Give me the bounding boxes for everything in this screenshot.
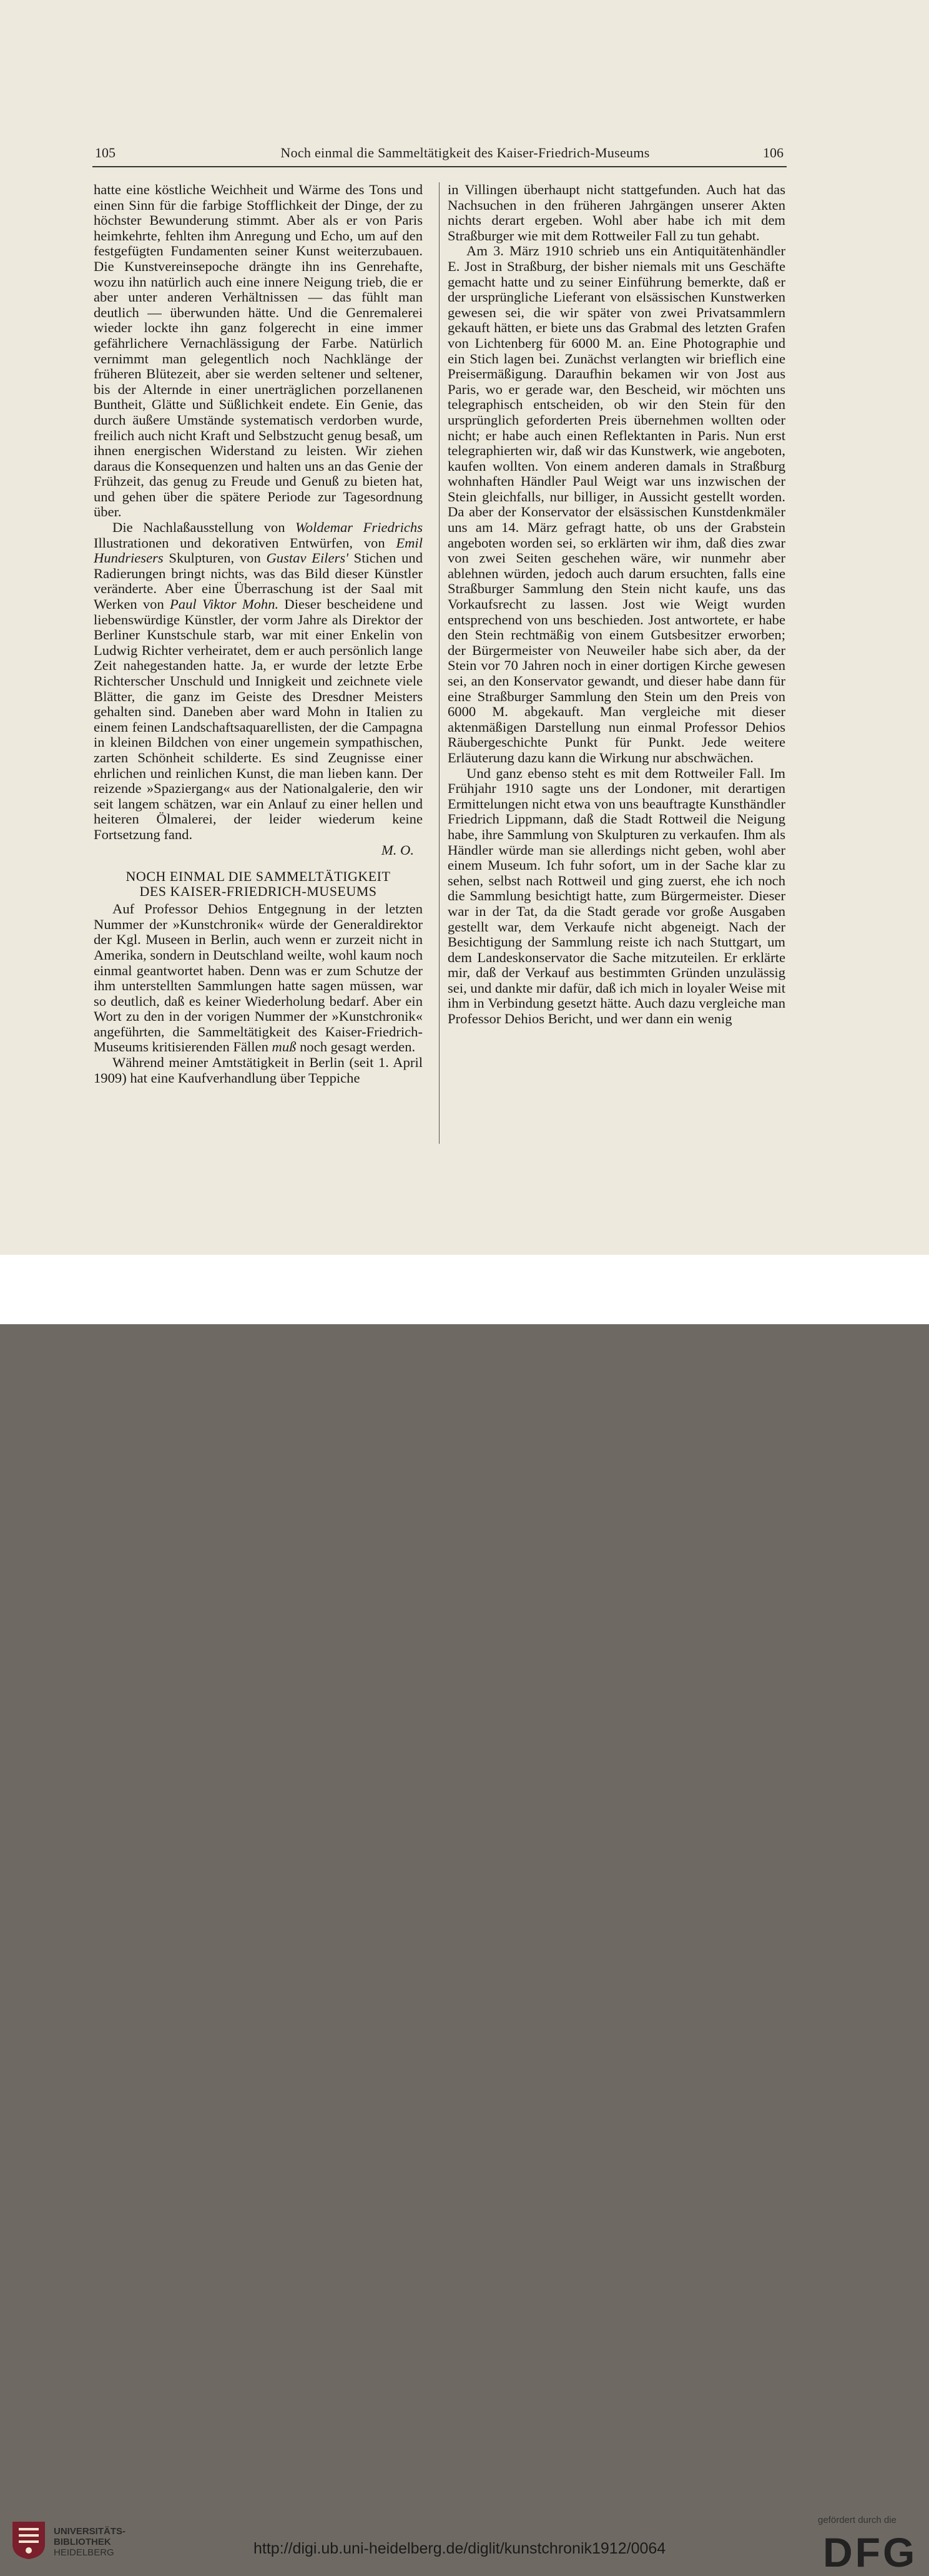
- scanned-page: [0, 0, 929, 1255]
- paragraph: hatte eine köstliche Weichheit und Wärme des Tons und einen Sinn für die farbige Stofflichkeit der Dinge, der zu höchster Bewunderung stimmt. Aber als er von Paris heimkehrte, fehlten ihm Anregung und Echo, um auf den festgefügten Fundamenten seiner Kunst weiterzubauen. Die Kunstvereinsepoche drängte ihn ins Genrehafte, wozu ihn natürlich auch eine innere Neigung trieb, die er aber unter anderen Verhältnissen — das fühlt man deutlich — überwunden hätte. Und die Genremalerei wieder lockte ihn ganz folgerecht in eine immer gefährlichere Vernachlässigung der Farbe. Natürlich vernimmt man gelegentlich noch Nachklänge der früheren Blütezeit, aber sie werden seltener und seltener, bis der Alternde in einer unerträglichen porzellanenen Buntheit, Glätte und Süßlichkeit endete. Ein Genie, das durch äußere Umstände systematisch verdorben wurde, freilich auch nicht Kraft und Selbstzucht genug besaß, um ihnen energischen Widerstand zu leisten. Wir ziehen daraus die Konsequenzen und halten uns an das Genie der Frühzeit, das genug zu Freude und Genuß zu bieten hat, und gehen über die spätere Periode zur Tagesordnung über.: [94, 182, 423, 520]
- left-column: [94, 182, 423, 1086]
- section-title: NOCH EINMAL DIE SAMMELTÄTIGKEIT DES KAISER-FRIEDRICH-MUSEUMS: [125, 868, 391, 900]
- funding-note: gefördert durch die: [818, 2515, 897, 2525]
- dfg-logo: DFG: [823, 2529, 918, 2575]
- paragraph: Während meiner Amtstätigkeit in Berlin (seit 1. April 1909) hat eine Kaufverhandlung über Teppiche: [94, 1054, 423, 1086]
- artist-name: Gustav Eilers': [266, 550, 348, 566]
- paragraph: Und ganz ebenso steht es mit dem Rottweiler Fall. Im Frühjahr 1910 sagte uns der Londoner, mit derartigen Ermittelungen nicht etwa von uns beauftragte Kunsthändler Friedrich Lippmann, daß die Stadt Rottweil die Neigung habe, ihre Sammlung von Skulpturen zu verkaufen. Ihm als Händler würde man sie allerdings nicht geben, wohl aber einem Museum. Ich fuhr sofort, um in der Sache klar zu sehen, selbst nach Rottweil und ging zuerst, ehe ich noch die Sammlung besichtigt hatte, zum Bürgermeister. Dieser war in der Tat, da die Stadt gerade vor große Ausgaben gestellt war, dem Verkaufe nicht abgeneigt. Nach der Besichtigung der Sammlung reiste ich nach Stuttgart, um dem Landeskonservator die Sache mitzuteilen. Er erklärte mir, daß der Verkauf aus bestimmten Gründen unzulässig sei, und dankte mir dafür, daß ich mich in loyaler Weise mit ihm in Verbindung gesetzt hätte. Auch dazu vergleiche man Professor Dehios Bericht, und wer dann ein wenig: [448, 765, 785, 1027]
- page-number-left: 105: [95, 145, 116, 160]
- paragraph: Am 3. März 1910 schrieb uns ein Antiquitätenhändler E. Jost in Straßburg, der bisher niemals mit uns Geschäfte gemacht hatte und zu seiner Einführung bemerkte, daß er der ursprüngliche Lieferant von elsässischen Kunstwerken gewesen sei, die wir später von zwei Privatsammlern gekauft hätten, er biete uns das Grabmal des letzten Grafen von Lichtenberg für 6000 M. an. Eine Photographie und ein Stich lagen bei. Zunächst verlangten wir brieflich eine Preisermäßigung. Daraufhin bekamen wir von Jost aus Paris, wo er gerade war, den Bescheid, wir möchten uns telegraphisch entscheiden, ob wir den Stein für den ursprünglich geforderten Preis übernehmen wollten oder nicht; er habe auch einen Reflektanten in Paris. Nun erst telegraphierten wir, daß wir das Kunstwerk, wie angeboten, kaufen wollten. Von einem anderen damals in Straßburg wohnhaften Händler Paul Weigt war uns inzwischen der Stein gleichfalls, nur billiger, in Aussicht gestellt worden. Da aber der Konservator der elsässischen Kunstdenkmäler uns am 14. März gefragt hatte, ob uns der Grabstein angeboten worden sei, so erklärten wir ihm, daß dies zwar von zwei Seiten geschehen wäre, wir nunmehr aber ablehnen würden, jedoch auch darum ersuchten, falls eine Straßburger Sammlung den Stein nicht kaufe, uns das Vorkaufsrecht zu lassen. Jost wie Weigt wurden entsprechend von uns beschieden. Jost antwortete, er habe den Stein rechtmäßig von einem Gutsbesitzer erworben; der Bürgermeister von Neuweiler habe sich aber, da der Stein vor 70 Jahren noch in einer dortigen Kirche gewesen sei, an den Konservator gewandt, und dieser habe dann für eine Straßburger Sammlung den Stein um den Preis von 6000 M. abgekauft. Man vergleiche mit dieser aktenmäßigen Darstellung nun einmal Professor Dehios Räubergeschichte Punkt für Punkt. Jede weitere Erläuterung dazu kann die Wirkung nur abschwächen.: [448, 243, 785, 765]
- header-rule: [92, 166, 787, 167]
- artist-name: Paul Viktor Mohn.: [169, 596, 279, 612]
- artist-name: Woldemar Friedrichs: [295, 519, 423, 536]
- paragraph: Auf Professor Dehios Entgegnung in der letzten Nummer der »Kunstchronik« würde der Generaldirektor der Kgl. Museen in Berlin, auch wenn er zurzeit nicht in Amerika, sondern in Deutschland weilte, wohl kaum noch einmal geantwortet haben. Denn was er zum Schutze der ihm unterstellten Sammlungen hatte sagen müssen, war so deutlich, daß es keiner Wiederholung bedarf. Aber ein Wort zu den in der vorigen Nummer der »Kunstchronik« angeführten, die Sammeltätigkeit des Kaiser-Friedrich-Museums kritisierenden Fällen muß noch gesagt werden.: [94, 901, 423, 1055]
- artist-name: Emil Hundriesers: [94, 534, 423, 566]
- footer-bar: [0, 1255, 929, 2575]
- paragraph: in Villingen überhaupt nicht stattgefunden. Auch hat das Nachsuchen in den früheren Jahrgängen unserer Akten nichts derart ergeben. Wohl aber habe ich mit dem Straßburger wie mit dem Rottweiler Fall zu tun gehabt.: [448, 182, 785, 243]
- running-title: Noch einmal die Sammeltätigkeit des Kaiser-Friedrich-Museums: [280, 145, 650, 160]
- source-url-link[interactable]: http://digi.ub.uni-heidelberg.de/diglit/kunstchronik1912/0064: [253, 2540, 666, 2557]
- author-signature: M. O.: [381, 842, 414, 858]
- page-number-right: 106: [763, 145, 784, 160]
- library-name: UNIVERSITÄTS- BIBLIOTHEK HEIDELBERG: [54, 2526, 126, 2558]
- right-column: [448, 182, 785, 1027]
- university-seal-icon: [10, 2519, 47, 2560]
- column-divider: [439, 182, 440, 1144]
- paragraph: Die Nachlaßausstellung von Woldemar Friedrichs Illustrationen und dekorativen Entwürfen, von Emil Hundriesers Skulpturen, von Gustav Eilers' Stichen und Radierungen bringt nichts, was das Bild dieser Künstler veränderte. Aber eine Überraschung ist der Saal mit Werken von Paul Viktor Mohn. Dieser bescheidene und liebenswürdige Künstler, der vorm Jahre als Direktor der Berliner Kunstschule starb, war mit einer Enkelin von Ludwig Richter verheiratet, dem er auch persönlich lange Zeit nahegestanden hatte. Ja, er wurde der letzte Erbe Richterscher Unschuld und Innigkeit und zeichnete viele Blätter, die ganz im Geiste des Dresdner Meisters gehalten sind. Daneben aber ward Mohn in Italien zu einem feinen Landschaftsaquarellisten, der die Campagna in kleinen Bildchen von einer ungemein sympathischen, zarten Schönheit schilderte. Es sind Zeugnisse einer ehrlichen und reinlichen Kunst, die man lieben kann. Der reizende »Spaziergang« aus der Nationalgalerie, den wir seit langem schätzen, war ein Anlauf zu einer hellen und heiteren Ölmalerei, der leider wiederum keine Fortsetzung fand.: [94, 519, 423, 842]
